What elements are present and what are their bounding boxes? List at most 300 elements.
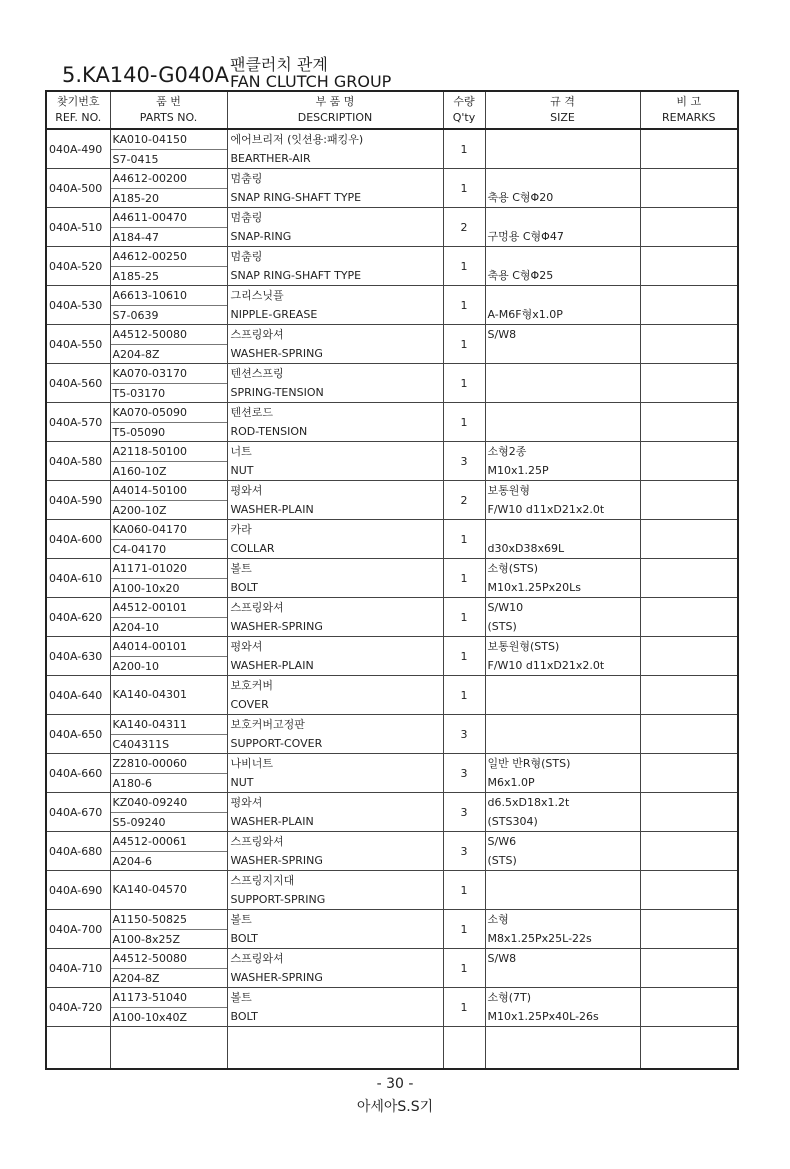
size-line-2 (486, 968, 640, 987)
parts-no: A4512-50080 (112, 952, 187, 965)
ref-no-cell: 040A-580 (46, 442, 110, 481)
size-line-2: (STS) (487, 620, 517, 633)
qty-cell: 1 (443, 364, 485, 403)
size-line-1 (486, 520, 640, 539)
parts-no-cell (110, 286, 227, 325)
description-korean: 스프링와셔 (230, 328, 284, 341)
table-row (46, 910, 738, 949)
parts-no: KA060-04170 (112, 523, 188, 536)
description-korean: 스프링와셔 (230, 835, 284, 848)
size-cell (485, 949, 640, 988)
parts-no: A4612-00250 (112, 250, 187, 263)
description-korean: 평와셔 (230, 796, 263, 809)
qty-cell: 1 (443, 169, 485, 208)
size-cell (485, 169, 640, 208)
parts-no: KZ040-09240 (112, 796, 188, 809)
size-line-1: 일반 반R형(STS) (487, 757, 571, 770)
description-cell (227, 676, 443, 715)
size-line-1: S/W8 (487, 328, 517, 341)
col-header-size: 규 격 SIZE (485, 91, 640, 129)
size-cell (485, 520, 640, 559)
description-english: SUPPORT-COVER (230, 737, 323, 750)
parts-no-cell (110, 129, 227, 169)
size-cell (485, 247, 640, 286)
table-row (46, 442, 738, 481)
description-english: NIPPLE-GREASE (230, 308, 318, 321)
size-cell (485, 598, 640, 637)
size-cell (485, 871, 640, 910)
ref-no-cell: 040A-560 (46, 364, 110, 403)
remarks-cell (640, 208, 738, 247)
remarks-cell (640, 442, 738, 481)
size-line-2 (486, 734, 640, 753)
size-cell (485, 364, 640, 403)
size-line-1: S/W6 (487, 835, 517, 848)
parts-no-alt: A200-10 (111, 656, 227, 676)
remarks-cell (640, 715, 738, 754)
qty-cell: 2 (443, 481, 485, 520)
size-cell (485, 129, 640, 169)
col-header-ref: 찾기번호 REF. NO. (46, 91, 110, 129)
ref-no-cell: 040A-720 (46, 988, 110, 1027)
size-cell (485, 208, 640, 247)
parts-no-cell (110, 910, 227, 949)
parts-no-cell (110, 559, 227, 598)
parts-no-alt: A160-10Z (111, 461, 227, 481)
ref-no-cell: 040A-500 (46, 169, 110, 208)
description-english: SNAP RING-SHAFT TYPE (230, 191, 362, 204)
qty-cell: 1 (443, 988, 485, 1027)
description-korean: 멈춤링 (230, 172, 263, 185)
description-korean: 카라 (230, 523, 252, 536)
description-korean: 볼트 (230, 913, 252, 926)
ref-no-cell: 040A-510 (46, 208, 110, 247)
parts-no-cell (110, 598, 227, 637)
description-english: NUT (230, 464, 254, 477)
parts-no-cell (110, 832, 227, 871)
empty-cell (485, 1027, 640, 1069)
parts-no-cell (110, 208, 227, 247)
parts-no-alt: A185-20 (111, 188, 227, 208)
parts-no-alt: S7-0639 (111, 305, 227, 325)
description-cell (227, 129, 443, 169)
group-code: 5.KA140-G040A (62, 63, 229, 87)
table-row (46, 364, 738, 403)
remarks-cell (640, 949, 738, 988)
size-line-1: d6.5xD18x1.2t (487, 796, 570, 809)
description-english: SNAP RING-SHAFT TYPE (230, 269, 362, 282)
size-line-1: 소형 (487, 913, 509, 926)
size-line-1: S/W10 (487, 601, 524, 614)
size-line-2: (STS304) (487, 815, 538, 828)
remarks-cell (640, 481, 738, 520)
table-row (46, 793, 738, 832)
size-line-1: 소형(7T) (487, 991, 532, 1004)
remarks-cell (640, 598, 738, 637)
size-line-2: 구멍용 C형Φ47 (487, 230, 564, 243)
parts-no-cell (110, 715, 227, 754)
parts-no-alt: A204-10 (111, 617, 227, 637)
description-korean: 평와셔 (230, 484, 263, 497)
group-title-korean: 팬클러치 관계 (230, 55, 328, 74)
size-line-1 (486, 715, 640, 734)
qty-cell: 1 (443, 598, 485, 637)
description-english: COVER (230, 698, 269, 711)
qty-cell: 1 (443, 403, 485, 442)
table-row (46, 637, 738, 676)
size-cell (485, 988, 640, 1027)
ref-no-cell: 040A-530 (46, 286, 110, 325)
description-cell (227, 871, 443, 910)
size-line-2: M8x1.25Px25L-22s (487, 932, 592, 945)
description-english: WASHER-SPRING (230, 971, 323, 984)
description-korean: 너트 (230, 445, 252, 458)
ref-no-cell: 040A-650 (46, 715, 110, 754)
table-header-row (46, 91, 738, 129)
description-korean: 멈춤링 (230, 250, 263, 263)
qty-cell: 3 (443, 754, 485, 793)
table-row (46, 129, 738, 169)
remarks-cell (640, 559, 738, 598)
parts-no: A6613-10610 (112, 289, 187, 302)
parts-no-alt: A100-8x25Z (111, 929, 227, 949)
col-header-remarks: 비 고 REMARKS (640, 91, 738, 129)
parts-no-alt: A204-8Z (111, 968, 227, 988)
table-row (46, 325, 738, 364)
description-english: NUT (230, 776, 254, 789)
description-cell (227, 481, 443, 520)
table-row (46, 208, 738, 247)
size-line-2: 축용 C형Φ20 (487, 191, 554, 204)
size-line-1 (486, 130, 640, 149)
size-line-1 (486, 364, 640, 383)
parts-no: A4512-00101 (112, 601, 187, 614)
description-english: SUPPORT-SPRING (230, 893, 326, 906)
qty-cell: 1 (443, 325, 485, 364)
parts-no-cell (110, 442, 227, 481)
size-line-1 (486, 871, 640, 890)
remarks-cell (640, 403, 738, 442)
description-english: WASHER-PLAIN (230, 659, 314, 672)
size-cell (485, 832, 640, 871)
qty-cell: 1 (443, 247, 485, 286)
remarks-cell (640, 364, 738, 403)
table-row (46, 481, 738, 520)
table-row (46, 676, 738, 715)
size-line-2: M10x1.25Px20Ls (487, 581, 581, 594)
description-cell (227, 910, 443, 949)
company-name: 아세아S.S기 (356, 1099, 434, 1115)
remarks-cell (640, 169, 738, 208)
remarks-cell (640, 754, 738, 793)
parts-no-alt: A184-47 (111, 227, 227, 247)
empty-cell (46, 1027, 110, 1069)
description-english: WASHER-SPRING (230, 620, 323, 633)
size-line-1: 소형2종 (487, 445, 527, 458)
qty-cell: 3 (443, 832, 485, 871)
size-cell (485, 793, 640, 832)
parts-no: A4014-50100 (112, 484, 187, 497)
size-cell (485, 442, 640, 481)
table-row (46, 520, 738, 559)
description-english: WASHER-SPRING (230, 854, 323, 867)
description-korean: 그리스닛플 (230, 289, 284, 302)
size-line-2 (486, 422, 640, 441)
description-english: BEARTHER-AIR (230, 152, 311, 165)
description-korean: 에어브리저 (잇션용:패킹우) (230, 133, 364, 146)
table-row (46, 247, 738, 286)
parts-no-alt: C404311S (111, 734, 227, 754)
description-korean: 스프링지지대 (230, 874, 295, 887)
size-line-1 (486, 208, 640, 227)
qty-cell: 1 (443, 129, 485, 169)
parts-no-cell (110, 169, 227, 208)
page-header (62, 50, 742, 90)
qty-cell: 1 (443, 520, 485, 559)
ref-no-cell: 040A-640 (46, 676, 110, 715)
qty-cell: 1 (443, 949, 485, 988)
qty-cell: 3 (443, 793, 485, 832)
description-cell (227, 403, 443, 442)
size-line-2: M6x1.0P (487, 776, 535, 789)
remarks-cell (640, 520, 738, 559)
table-row (46, 403, 738, 442)
parts-no-alt: S7-0415 (111, 149, 227, 169)
size-cell (485, 481, 640, 520)
description-cell (227, 832, 443, 871)
remarks-cell (640, 129, 738, 169)
parts-no: KA140-04570 (112, 883, 188, 896)
remarks-cell (640, 832, 738, 871)
table-row (46, 988, 738, 1027)
parts-no: A1173-51040 (112, 991, 187, 1004)
size-line-1 (486, 403, 640, 422)
empty-cell (227, 1027, 443, 1069)
ref-no-cell: 040A-680 (46, 832, 110, 871)
description-english: BOLT (230, 581, 258, 594)
size-line-1: 소형(STS) (487, 562, 539, 575)
description-english: WASHER-PLAIN (230, 503, 314, 516)
remarks-cell (640, 988, 738, 1027)
empty-cell (110, 1027, 227, 1069)
parts-no-alt: A180-6 (111, 773, 227, 793)
description-korean: 볼트 (230, 991, 252, 1004)
remarks-cell (640, 286, 738, 325)
description-english: BOLT (230, 932, 258, 945)
description-korean: 스프링와셔 (230, 952, 284, 965)
parts-no-cell (110, 520, 227, 559)
description-cell (227, 988, 443, 1027)
size-line-1: 보통원형 (487, 484, 531, 497)
parts-no-cell (110, 949, 227, 988)
size-line-2 (486, 695, 640, 714)
size-line-2: M10x1.25P (487, 464, 549, 477)
size-line-2: F/W10 d11xD21x2.0t (487, 503, 605, 516)
table-row (46, 598, 738, 637)
parts-no: A4512-00061 (112, 835, 187, 848)
ref-no-cell: 040A-520 (46, 247, 110, 286)
parts-no-cell (110, 793, 227, 832)
parts-no-cell (110, 325, 227, 364)
size-line-2 (486, 149, 640, 168)
description-cell (227, 208, 443, 247)
description-korean: 보호커버 (230, 679, 274, 692)
parts-no-cell (110, 247, 227, 286)
description-english: BOLT (230, 1010, 258, 1023)
col-header-description: 부 품 명 DESCRIPTION (227, 91, 443, 129)
ref-no-cell: 040A-570 (46, 403, 110, 442)
qty-cell: 1 (443, 286, 485, 325)
parts-no: A1171-01020 (112, 562, 187, 575)
parts-no-cell (110, 676, 227, 715)
size-cell (485, 910, 640, 949)
parts-no-cell (110, 481, 227, 520)
ref-no-cell: 040A-660 (46, 754, 110, 793)
parts-no: A4014-00101 (112, 640, 187, 653)
parts-no-alt: A200-10Z (111, 500, 227, 520)
ref-no-cell: 040A-590 (46, 481, 110, 520)
size-line-1: S/W8 (487, 952, 517, 965)
table-row (46, 832, 738, 871)
size-cell (485, 403, 640, 442)
parts-no: KA140-04311 (112, 718, 188, 731)
qty-cell: 1 (443, 559, 485, 598)
qty-cell: 1 (443, 637, 485, 676)
ref-no-cell: 040A-600 (46, 520, 110, 559)
description-cell (227, 637, 443, 676)
size-line-2: d30xD38x69L (487, 542, 565, 555)
description-cell (227, 520, 443, 559)
parts-no-cell (110, 637, 227, 676)
size-cell (485, 715, 640, 754)
parts-no: A4512-50080 (112, 328, 187, 341)
empty-cell (640, 1027, 738, 1069)
parts-no-alt: S5-09240 (111, 812, 227, 832)
remarks-cell (640, 325, 738, 364)
size-cell (485, 676, 640, 715)
size-line-1 (486, 286, 640, 305)
remarks-cell (640, 637, 738, 676)
table-row (46, 949, 738, 988)
parts-no-alt: A204-6 (111, 851, 227, 871)
parts-no: A4612-00200 (112, 172, 187, 185)
empty-table-row (46, 1027, 738, 1069)
parts-no-alt: T5-05090 (111, 422, 227, 442)
col-header-parts: 품 번 PARTS NO. (110, 91, 227, 129)
table-row (46, 754, 738, 793)
parts-no: KA140-04301 (112, 688, 188, 701)
parts-no: Z2810-00060 (112, 757, 187, 770)
qty-cell: 2 (443, 208, 485, 247)
table-row (46, 169, 738, 208)
description-korean: 멈춤링 (230, 211, 263, 224)
size-cell (485, 637, 640, 676)
ref-no-cell: 040A-700 (46, 910, 110, 949)
ref-no-cell: 040A-620 (46, 598, 110, 637)
description-english: COLLAR (230, 542, 275, 555)
size-line-1 (486, 247, 640, 266)
ref-no-cell: 040A-690 (46, 871, 110, 910)
qty-cell: 1 (443, 871, 485, 910)
table-row (46, 559, 738, 598)
description-english: ROD-TENSION (230, 425, 308, 438)
size-line-1 (486, 676, 640, 695)
description-korean: 나비너트 (230, 757, 274, 770)
col-header-qty: 수량 Q'ty (443, 91, 485, 129)
parts-table (45, 90, 739, 1070)
description-korean: 텐션스프링 (230, 367, 284, 380)
description-cell (227, 559, 443, 598)
remarks-cell (640, 910, 738, 949)
parts-no-cell (110, 364, 227, 403)
parts-no-alt: A100-10x20 (111, 578, 227, 598)
size-line-2: 축용 C형Φ25 (487, 269, 554, 282)
description-english: WASHER-SPRING (230, 347, 323, 360)
description-english: WASHER-PLAIN (230, 815, 314, 828)
parts-no-cell (110, 988, 227, 1027)
parts-no-alt: C4-04170 (111, 539, 227, 559)
remarks-cell (640, 793, 738, 832)
parts-no-cell (110, 403, 227, 442)
size-cell (485, 559, 640, 598)
parts-no: A1150-50825 (112, 913, 187, 926)
page-number: - 30 - (376, 1076, 414, 1092)
remarks-cell (640, 247, 738, 286)
size-line-1: 보통원형(STS) (487, 640, 560, 653)
description-cell (227, 286, 443, 325)
ref-no-cell: 040A-550 (46, 325, 110, 364)
description-cell (227, 793, 443, 832)
description-english: SNAP-RING (230, 230, 292, 243)
size-line-1 (486, 169, 640, 188)
description-cell (227, 715, 443, 754)
empty-cell (443, 1027, 485, 1069)
description-cell (227, 247, 443, 286)
size-line-2: M10x1.25Px40L-26s (487, 1010, 599, 1023)
parts-no-alt: A204-8Z (111, 344, 227, 364)
description-cell (227, 364, 443, 403)
description-korean: 평와셔 (230, 640, 263, 653)
size-line-2: F/W10 d11xD21x2.0t (487, 659, 605, 672)
ref-no-cell: 040A-670 (46, 793, 110, 832)
parts-no: A2118-50100 (112, 445, 187, 458)
size-line-2: (STS) (487, 854, 517, 867)
qty-cell: 3 (443, 715, 485, 754)
ref-no-cell: 040A-490 (46, 129, 110, 169)
size-line-2: A-M6F형x1.0P (487, 308, 563, 321)
description-cell (227, 754, 443, 793)
qty-cell: 1 (443, 676, 485, 715)
remarks-cell (640, 871, 738, 910)
parts-no-cell (110, 871, 227, 910)
description-cell (227, 325, 443, 364)
description-korean: 보호커버고정판 (230, 718, 305, 731)
table-row (46, 715, 738, 754)
description-cell (227, 949, 443, 988)
ref-no-cell: 040A-610 (46, 559, 110, 598)
parts-no-alt: A185-25 (111, 266, 227, 286)
size-cell (485, 325, 640, 364)
qty-cell: 3 (443, 442, 485, 481)
size-line-2 (486, 344, 640, 363)
size-cell (485, 286, 640, 325)
table-row (46, 871, 738, 910)
size-line-2 (486, 383, 640, 402)
description-korean: 텐션로드 (230, 406, 274, 419)
parts-no: A4611-00470 (112, 211, 187, 224)
parts-no: KA070-03170 (112, 367, 188, 380)
remarks-cell (640, 676, 738, 715)
